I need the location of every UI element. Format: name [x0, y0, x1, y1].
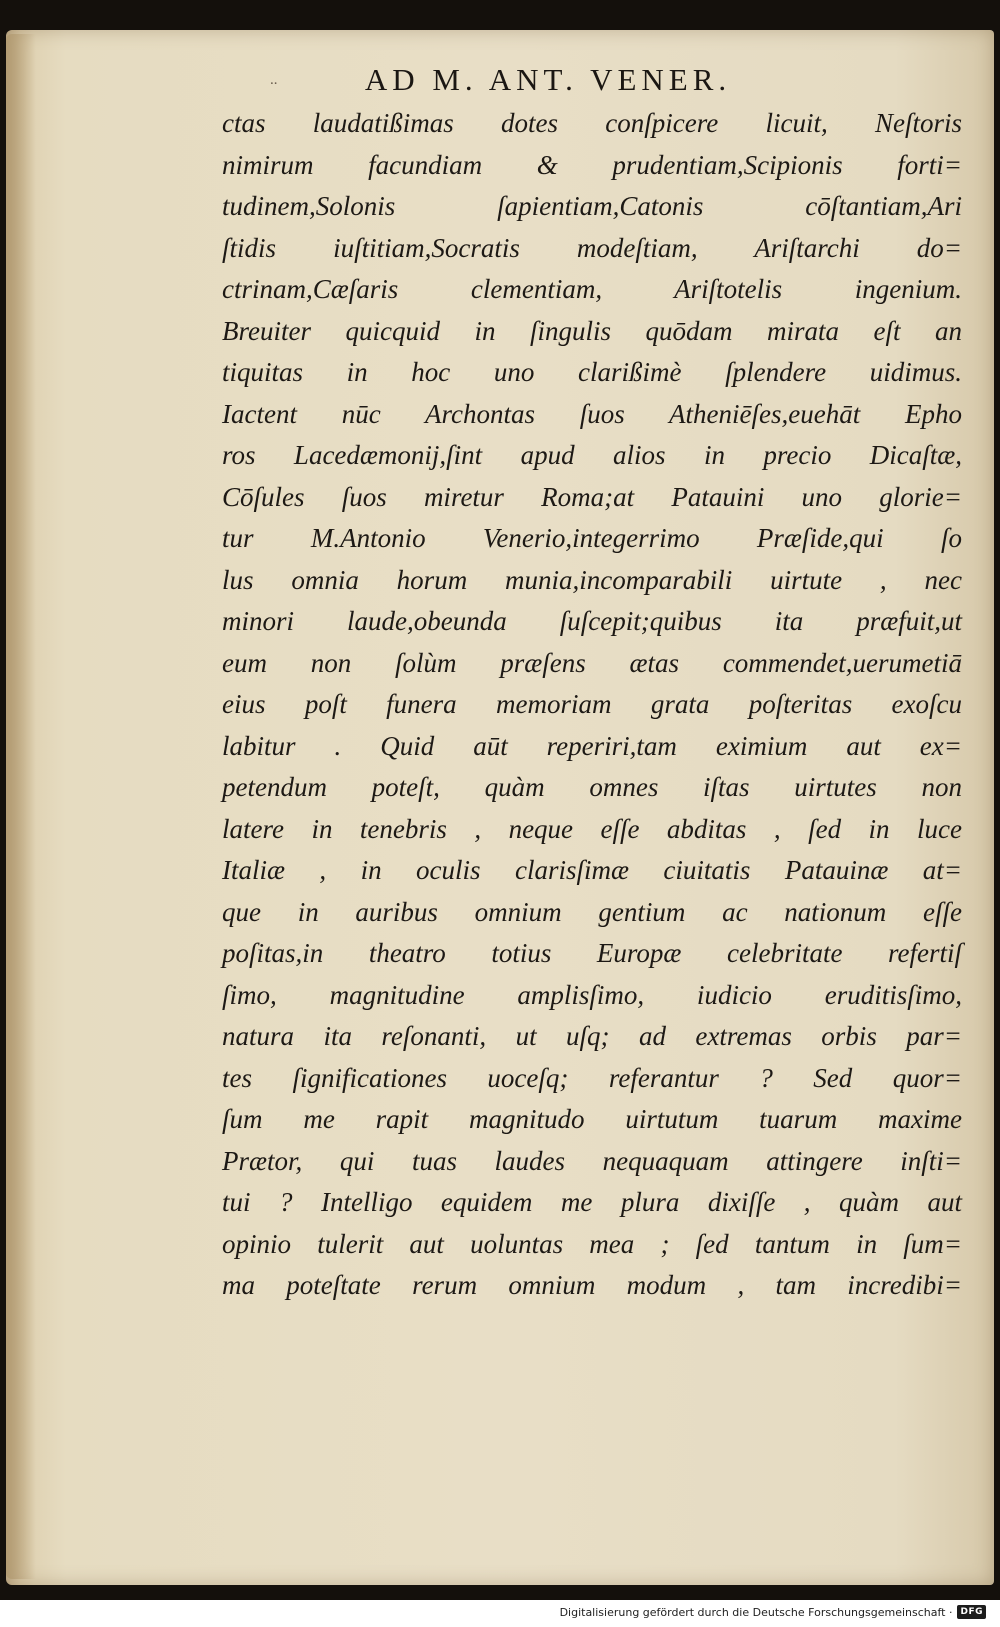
running-head: AD M. ANT. VENER. [364, 62, 732, 97]
text-line: natura ita reſonanti, ut uſq; ad extremas orbis par= [222, 1021, 962, 1051]
body-text [222, 103, 962, 1307]
text-line: ma poteſtate rerum omnium modum , tam incredibi= [222, 1270, 962, 1300]
text-line: ctas laudatißimas dotes conſpicere licuit, Neſtoris [222, 108, 962, 138]
text-line: ſtidis iuſtitiam,Socratis modeſtiam, Ariſtarchi do= [222, 232, 962, 263]
text-line: eum non ſolùm præſens ætas commendet,uerumetiā [222, 647, 962, 678]
dfg-logo: DFG [957, 1605, 986, 1619]
text-line: ſimo, magnitudine amplisſimo, iudicio eruditisſimo, [222, 979, 962, 1010]
text-line: petendum poteſt, quàm omnes iſtas uirtutes non [222, 772, 962, 802]
text-line: que in auribus omnium gentium ac nationum eſſe [222, 896, 962, 927]
text-line: ctrinam,Cæſaris clementiam, Ariſtotelis ingenium. [222, 274, 962, 304]
text-line: eius poſt funera memoriam grata poſteritas exoſcu [222, 689, 962, 719]
text-line: opinio tulerit aut uoluntas mea ; ſed tantum in ſum= [222, 1228, 962, 1259]
text-line: tudinem,Solonis ſapientiam,Catonis cōſtantiam,Ari [222, 191, 962, 221]
text-line: tur M.Antonio Venerio,integerrimo Præſide,qui ſo [222, 523, 962, 553]
credit-text: Digitalisierung gefördert durch die Deutsche Forschungsgemeinschaft · [559, 1605, 953, 1619]
text-line: Breuiter quicquid in ſingulis quōdam mirata eſt an [222, 315, 962, 346]
text-line: tui ? Intelligo equidem me plura dixiſſe , quàm aut [222, 1187, 962, 1217]
text-line: latere in tenebris , neque eſſe abditas , ſed in luce [222, 813, 962, 844]
text-line: ſum me rapit magnitudo uirtutum tuarum maxime [222, 1104, 962, 1134]
text-line: labitur . Quid aūt reperiri,tam eximium aut ex= [222, 730, 962, 761]
page-corner-mark: .. [270, 72, 278, 88]
digitization-credit [560, 1603, 986, 1621]
text-line: tiquitas in hoc uno clarißimè ſplendere uidimus. [222, 357, 962, 387]
text-line: poſitas,in theatro totius Europæ celebritate refertiſ [222, 938, 962, 968]
text-line: minori laude,obeunda ſuſcepit;quibus ita præfuit,ut [222, 606, 962, 636]
text-line: Cōſules ſuos miretur Roma;at Patauini uno glorie= [222, 481, 962, 512]
text-line: ros Lacedæmonij,ſint apud alios in precio Dicaſtæ, [222, 440, 962, 470]
text-line: tes ſignificationes uoceſq; referantur ? Sed quor= [222, 1062, 962, 1093]
text-line: nimirum facundiam & prudentiam,Scipionis forti= [222, 149, 962, 180]
text-line: Prætor, qui tuas laudes nequaquam attingere inſti= [222, 1145, 962, 1176]
text-line: Iactent nūc Archontas ſuos Atheniēſes,euehāt Epho [222, 398, 962, 429]
page-gutter-shadow [6, 34, 36, 1579]
text-line: Italiæ , in oculis clarisſimæ ciuitatis Patauinæ at= [222, 855, 962, 885]
text-line: lus omnia horum munia,incomparabili uirtute , nec [222, 564, 962, 595]
